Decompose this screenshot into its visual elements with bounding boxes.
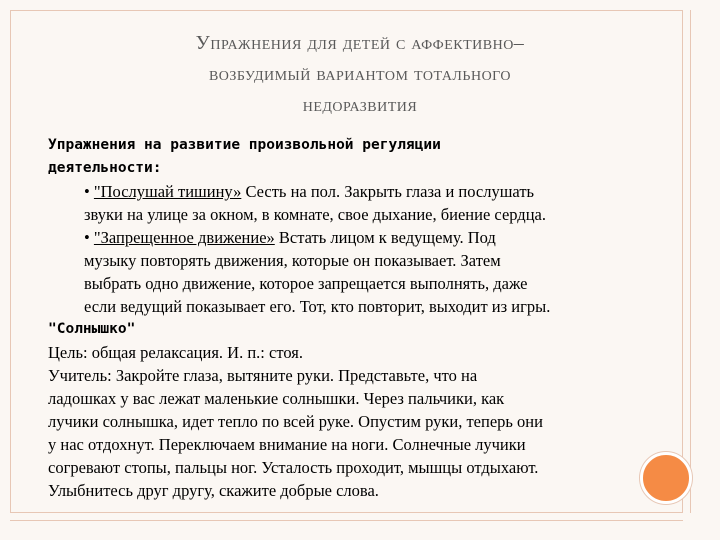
sun-line-5: у нас отдохнут. Переключаем внимание на ноги. Солнечные лучики — [48, 435, 526, 454]
sun-line-1: Цель: общая релаксация. И. п.: стоя. — [48, 343, 303, 362]
slide-title-line-3: недоразвития — [302, 94, 418, 116]
bullet-2-line-4: если ведущий показывает его. Тот, кто повторит, выходит из игры. — [84, 297, 551, 316]
bullet-marker: • — [84, 228, 90, 247]
bullet-2-text: Встать лицом к ведущему. Под — [274, 228, 496, 247]
bullet-2-title: "Запрещенное движение» — [93, 228, 275, 247]
slide-title — [100, 28, 620, 121]
bullet-1-text: Сесть на пол. Закрыть глаза и послушать — [241, 182, 535, 201]
slide-content — [48, 134, 678, 502]
bullet-2-line-2: музыку повторять движения, которые он показывает. Затем — [84, 251, 501, 270]
bullet-marker: • — [84, 182, 90, 201]
accent-circle — [640, 452, 692, 504]
section-heading-line-1: Упражнения на развитие произвольной регуляции — [48, 137, 441, 153]
bullet-1-title: "Послушай тишину» — [93, 182, 242, 201]
slide-title-line-2: возбудимый вариантом тотального — [208, 63, 512, 85]
bullet-1-line-1 — [48, 180, 678, 203]
sun-line-2: Учитель: Закройте глаза, вытяните руки. Представьте, что на — [48, 366, 478, 385]
sun-line-3: ладошках у вас лежат маленькие солнышки. Через пальчики, как — [48, 389, 505, 408]
sun-line-4: лучики солнышка, идет тепло по всей руке. Опустим руки, теперь они — [48, 412, 543, 431]
sun-exercise-title: "Солнышко" — [48, 321, 136, 337]
bullet-2-line-1 — [48, 226, 678, 249]
slide-title-line-1: Упражнения для детей с аффективно– — [195, 32, 525, 54]
section-heading-line-2: деятельности: — [48, 160, 162, 176]
sun-line-7: Улыбнитесь друг другу, скажите добрые слова. — [48, 481, 379, 500]
sun-line-6: согревают стопы, пальцы ног. Усталость проходит, мышцы отдыхают. — [48, 458, 539, 477]
bullet-2-line-3: выбрать одно движение, которое запрещается выполнять, даже — [84, 274, 528, 293]
frame-right-line — [690, 10, 691, 513]
bullet-1-line-2: звуки на улице за окном, в комнате, свое дыхание, биение сердца. — [84, 205, 546, 224]
frame-bottom-line — [10, 520, 683, 521]
